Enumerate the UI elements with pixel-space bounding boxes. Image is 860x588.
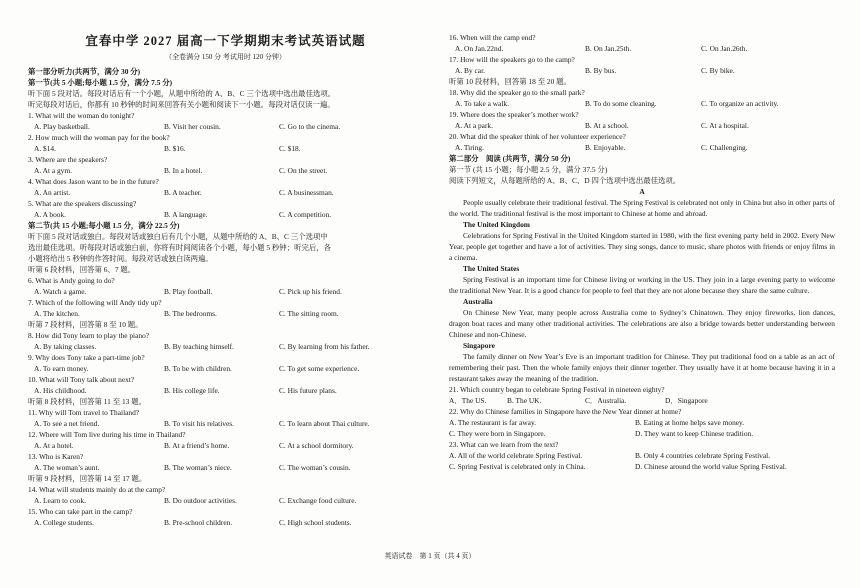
option-b: B. The UK. xyxy=(507,396,542,405)
question-21 xyxy=(449,384,835,406)
option-b: B. By teaching himself. xyxy=(164,342,234,351)
option-c: C. Go to the cinema. xyxy=(279,122,341,131)
right-column xyxy=(449,32,835,472)
option-a: A. At a gym. xyxy=(34,166,72,175)
option-b: B. Eating at home helps save money. xyxy=(635,418,745,427)
option-c: C. A competition. xyxy=(279,210,332,219)
question-12 xyxy=(28,429,423,451)
question-text: 12. Where will Tom live during his time in Thailand? xyxy=(28,430,186,439)
option-a: A. At a hotel. xyxy=(34,441,74,450)
question-11 xyxy=(28,407,423,429)
question-text: 7. Which of the following will Andy tidy up? xyxy=(28,298,162,307)
question-7 xyxy=(28,297,423,319)
question-text: 16. When will the camp end? xyxy=(449,33,536,42)
question-text: 15. Who can take part in the camp? xyxy=(28,507,133,516)
passage-intro: People usually celebrate their traditional festival. The Spring Festival is celebrated not only in China but also in other parts of the world. The traditional festival is the most important to Chinese at home and abroad. xyxy=(449,198,835,218)
option-c: C. By learning from his father. xyxy=(279,342,370,351)
option-a: A. By taking classes. xyxy=(34,342,97,351)
page-footer: 英语试卷 第 1 页（共 4 页） xyxy=(384,552,476,560)
question-text: 1. What will the woman do tonight? xyxy=(28,111,135,120)
question-text: 14. What will students mainly do at the camp? xyxy=(28,485,166,494)
question-text: 5. What are the speakers discussing? xyxy=(28,199,137,208)
option-b: B. Play football. xyxy=(164,287,213,296)
option-b: B. To visit his relatives. xyxy=(164,419,234,428)
listening-cue: 听第 7 段材料，回答第 8 至 10 题。 xyxy=(28,320,143,329)
option-a: A. To see a net friend. xyxy=(34,419,100,428)
passage-australia: On Chinese New Year, many people across Australia come to Sydney’s Chinatown. They enjoy fireworks, lion dances, dragon boat races and many other traditional activities. The celebrations are also a bridge towards better understanding between Chinese and non-Chinese. xyxy=(449,308,835,339)
section-heading-uk: The United Kingdom xyxy=(463,220,530,229)
question-22 xyxy=(449,406,835,439)
option-c: C. On Jan.26th. xyxy=(701,44,748,53)
option-c: C. His future plans. xyxy=(279,386,337,395)
section1-instruction: 听完每段对话后，你都有 10 秒钟的时间来回答有关小题和阅读下一小题。每段对话仅读一遍。 xyxy=(28,100,335,109)
option-c: C. On the street. xyxy=(279,166,328,175)
question-8 xyxy=(28,330,423,352)
question-13 xyxy=(28,451,423,473)
option-a: A. By car. xyxy=(455,66,485,75)
option-c: C. $18. xyxy=(279,144,301,153)
option-a: A. To take a walk. xyxy=(455,99,509,108)
listening-cue: 听第 10 段材料，回答第 18 至 20 题。 xyxy=(449,77,571,86)
option-c: C. High school students. xyxy=(279,518,352,527)
listening-cue: 听第 9 段材料，回答第 14 至 17 题。 xyxy=(28,474,147,483)
option-c: C. Pick up his friend. xyxy=(279,287,342,296)
section2-instruction: 听下面 5 段对话或独白。每段对话或独白后有几个小题，从题中所给的 A、B、C 三个选项中 xyxy=(28,232,328,241)
question-1 xyxy=(28,110,423,132)
option-b: B. Do outdoor activities. xyxy=(164,496,237,505)
question-text: 18. Why did the speaker go to the small park? xyxy=(449,88,585,97)
left-column xyxy=(28,0,423,528)
question-text: 10. What will Tony talk about next? xyxy=(28,375,135,384)
option-b: B. A teacher. xyxy=(164,188,202,197)
option-a: A. An artist. xyxy=(34,188,71,197)
option-c: C. Challenging. xyxy=(701,143,748,152)
option-b: B. The woman’s niece. xyxy=(164,463,232,472)
option-c: C. To organize an activity. xyxy=(701,99,779,108)
option-c: C. They were born in Singapore. xyxy=(449,429,546,438)
passage-us: Spring Festival is an important time for Chinese living or working in the US. They join in a large evening party to welcome the traditional New Year. It is a good chance for people to feel that they are not alone because they share the same culture. xyxy=(449,275,835,295)
question-text: 9. Why does Tony take a part-time job? xyxy=(28,353,145,362)
option-b: B. Visit her cousin. xyxy=(164,122,221,131)
option-a: A. Learn to cook. xyxy=(34,496,86,505)
option-b: B. By bus. xyxy=(585,66,617,75)
question-3 xyxy=(28,154,423,176)
question-23 xyxy=(449,439,835,472)
option-c: C. At a school dormitory. xyxy=(279,441,354,450)
question-19 xyxy=(449,109,835,131)
listening-cue: 听第 8 段材料，回答第 11 至 13 题。 xyxy=(28,397,146,406)
question-text: 6. What is Andy going to do? xyxy=(28,276,115,285)
question-5 xyxy=(28,198,423,220)
option-a: A. The woman’s aunt. xyxy=(34,463,100,472)
option-b: B. A language. xyxy=(164,210,208,219)
question-text: 17. How will the speakers go to the camp? xyxy=(449,55,575,64)
question-4 xyxy=(28,176,423,198)
option-c: C. To learn about Thai culture. xyxy=(279,419,370,428)
option-b: B. Only 4 countries celebrate Spring Festival. xyxy=(635,451,771,460)
option-d: D. They want to keep Chinese tradition. xyxy=(635,429,754,438)
option-c: C. Exchange food culture. xyxy=(279,496,357,505)
option-a: A. A book. xyxy=(34,210,67,219)
question-text: 2. How much will the woman pay for the book? xyxy=(28,133,170,142)
option-b: B. At a school. xyxy=(585,121,629,130)
section2-heading: 第二节(共 15 小题;每小题 1.5 分，满分 22.5 分) xyxy=(28,221,180,230)
option-a: A. His childhood. xyxy=(34,386,87,395)
option-a: A. Play basketball. xyxy=(34,122,90,131)
question-15 xyxy=(28,506,423,528)
exam-subtitle: （全卷满分 150 分 考试用时 120 分钟） xyxy=(165,53,286,61)
option-a: A. College students. xyxy=(34,518,94,527)
section1-instruction: 听下面 5 段对话。每段对话后有一个小题，从题中所给的 A、B、C 三个选项中选出最佳选项。 xyxy=(28,89,336,98)
question-text: 13. Who is Karen? xyxy=(28,452,84,461)
option-b: B. Pre-school children. xyxy=(164,518,233,527)
question-text: 20. What did the speaker think of her volunteer experience? xyxy=(449,132,626,141)
option-d: D. Chinese around the world value Spring Festival. xyxy=(635,462,787,471)
option-a: A. All of the world celebrate Spring Festival. xyxy=(449,451,583,460)
option-a: A. To earn money. xyxy=(34,364,89,373)
question-16 xyxy=(449,32,835,54)
exam-title: 宜春中学 2027 届高一下学期期末考试英语试题 xyxy=(85,34,366,48)
section2-instruction: 选出最佳选项。听每段对话或独白前，你将有时间阅读各个小题，每小题 5 秒钟；听完后，各 xyxy=(28,243,332,252)
question-9 xyxy=(28,352,423,374)
option-c: C. A businessman. xyxy=(279,188,334,197)
option-a: A. Tiring. xyxy=(455,143,484,152)
question-text: 21. Which country began to celebrate Spring Festival in nineteen eighty? xyxy=(449,385,665,394)
section-heading-us: The United States xyxy=(463,264,520,273)
question-20 xyxy=(449,131,835,153)
section-heading-singapore: Singapore xyxy=(463,341,495,350)
option-c: C. At a hospital. xyxy=(701,121,749,130)
option-b: B. To do some cleaning. xyxy=(585,99,657,108)
question-text: 22. Why do Chinese families in Singapore have the New Year dinner at home? xyxy=(449,407,682,416)
question-text: 3. Where are the speakers? xyxy=(28,155,108,164)
question-10 xyxy=(28,374,423,396)
option-c: C. The woman’s cousin. xyxy=(279,463,351,472)
question-17 xyxy=(449,54,835,76)
option-b: B. On Jan.25th. xyxy=(585,44,632,53)
question-text: 19. Where does the speaker’s mother work? xyxy=(449,110,579,119)
reading-instruction: 阅读下列短文，从每题所给的 A、B、C、D 四个选项中选出最佳选项。 xyxy=(449,176,681,185)
reading-section-heading: 第一节 (共 15 小题；每小题 2.5 分，满分 37.5 分) xyxy=(449,165,608,174)
option-b: B. $16. xyxy=(164,144,186,153)
question-14 xyxy=(28,484,423,506)
option-b: B. His college life. xyxy=(164,386,220,395)
passage-label: A xyxy=(639,187,645,196)
option-b: B. To be with children. xyxy=(164,364,232,373)
option-c: C. The sitting room. xyxy=(279,309,339,318)
option-a: A．The US. xyxy=(449,396,487,405)
option-a: A. Watch a game. xyxy=(34,287,87,296)
question-2 xyxy=(28,132,423,154)
option-a: A. The restaurant is far away. xyxy=(449,418,537,427)
question-6 xyxy=(28,275,423,297)
part2-heading: 第二部分 阅读 (共两节，满分 50 分) xyxy=(449,154,571,163)
option-b: B. The bedrooms. xyxy=(164,309,217,318)
section1-heading: 第一节(共 5 小题;每小题 1.5 分，满分 7.5 分) xyxy=(28,78,173,87)
option-c: C．Australia. xyxy=(585,396,627,405)
option-b: B. In a hotel. xyxy=(164,166,203,175)
option-c: C. To get some experience. xyxy=(279,364,360,373)
option-a: A. On Jan.22nd. xyxy=(455,44,504,53)
question-text: 8. How did Tony learn to play the piano? xyxy=(28,331,150,340)
option-a: A. The kitchen. xyxy=(34,309,80,318)
question-text: 23. What can we learn from the text? xyxy=(449,440,559,449)
option-d: D．Singapore xyxy=(665,396,708,405)
passage-uk: Celebrations for Spring Festival in the United Kingdom started in 1980, with the first evening party held in 2002. Every New Year, people get together and have a lot of activities. They sing songs, dance to music, share photos with friends or enjoy films in a cinema. xyxy=(449,231,835,262)
option-a: A. At a park. xyxy=(455,121,493,130)
question-text: 11. Why will Tom travel to Thailand? xyxy=(28,408,140,417)
option-c: C. By bike. xyxy=(701,66,735,75)
option-a: A. $14. xyxy=(34,144,56,153)
part1-heading: 第一部分听力(共两节，满分 30 分) xyxy=(28,67,141,76)
option-c: C. Spring Festival is celebrated only in China. xyxy=(449,462,586,471)
listening-cue: 听第 6 段材料，回答第 6、7 题。 xyxy=(28,265,136,274)
question-text: 4. What does Jason want to be in the future? xyxy=(28,177,159,186)
option-b: B. At a friend’s home. xyxy=(164,441,230,450)
passage-singapore: The family dinner on New Year’s Eve is an important tradition for Chinese. They put traditional food on a table as an act of remembering their past. Then the whole family enjoys their dinner together. They usually have it at home because having it in a restaurant takes away the meaning of the tradition. xyxy=(449,352,835,383)
question-18 xyxy=(449,87,835,109)
section-heading-australia: Australia xyxy=(463,297,493,306)
section2-instruction: 小题将给出 5 秒钟的作答时间。每段对话或独白读两遍。 xyxy=(28,254,213,263)
option-b: B. Enjoyable. xyxy=(585,143,626,152)
